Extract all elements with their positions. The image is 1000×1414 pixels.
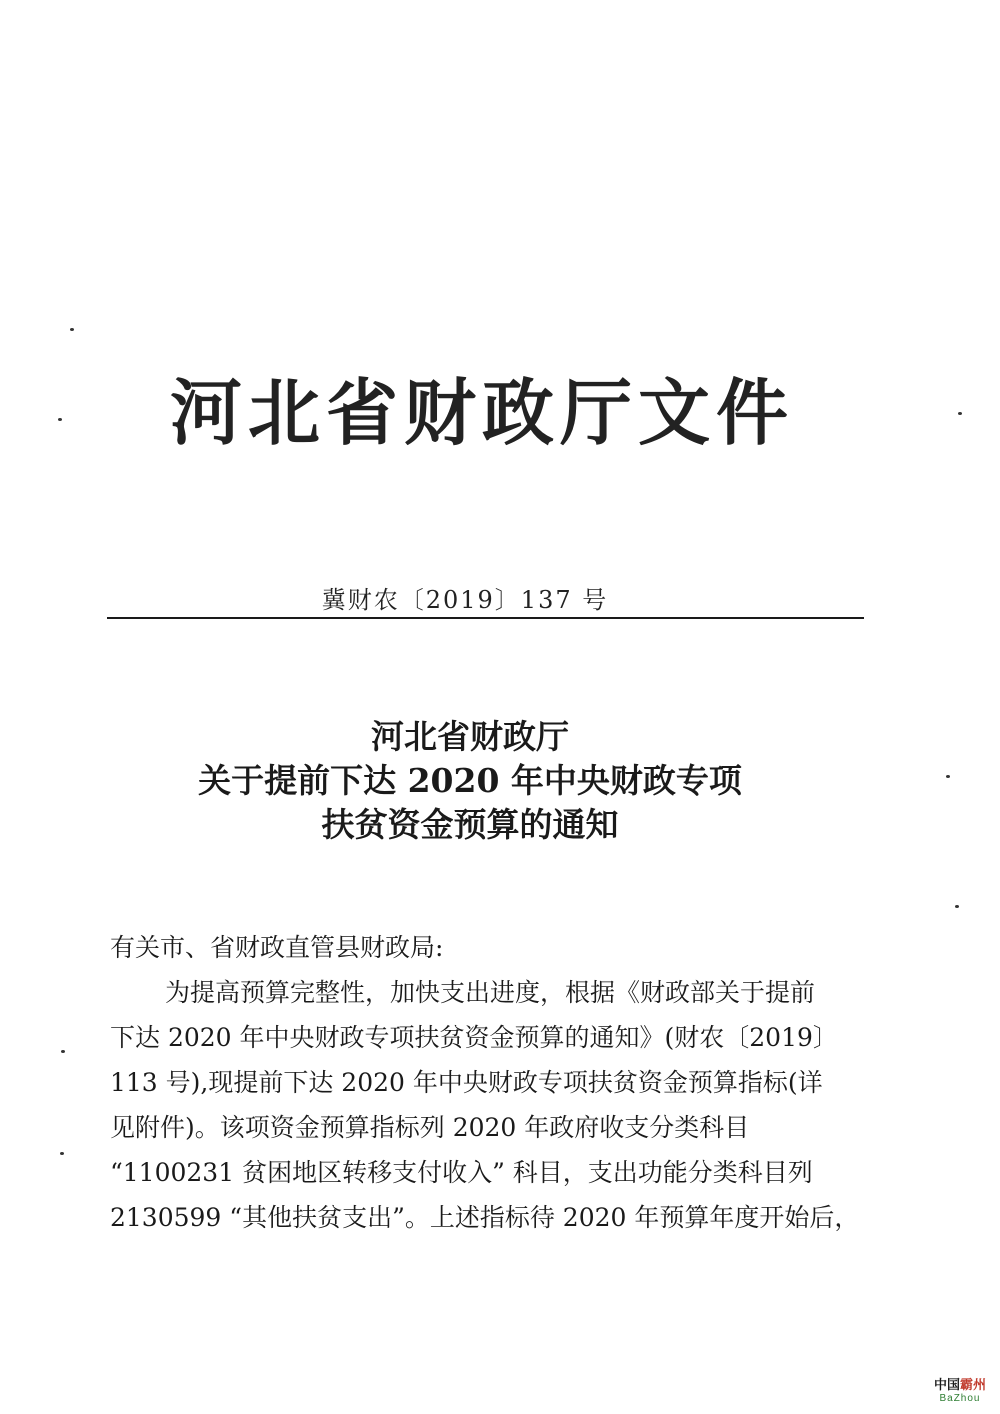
- scan-speck: [946, 775, 950, 778]
- watermark-logo: [934, 1374, 986, 1393]
- notice-body: [110, 925, 860, 1240]
- paragraph-line: 113 号),现提前下达 2020 年中央财政专项扶贫资金预算指标(详: [110, 1068, 823, 1097]
- notice-title-line: 关于提前下达 2020 年中央财政专项: [198, 761, 742, 800]
- watermark-sub: BaZhou: [939, 1393, 981, 1404]
- document-header-title: 河北省财政厅文件: [170, 370, 795, 455]
- paragraph-line: 见附件)。该项资金预算指标列 2020 年政府收支分类科目: [110, 1113, 750, 1142]
- watermark-prefix: 中国: [933, 1377, 960, 1392]
- site-watermark: [934, 1374, 986, 1404]
- paragraph-line: 为提高预算完整性，加快支出进度，根据《财政部关于提前: [165, 978, 816, 1007]
- scan-speck: [58, 418, 62, 421]
- addressee: 有关市、省财政直管县财政局:: [110, 933, 444, 962]
- scan-speck: [958, 412, 962, 415]
- scan-speck: [61, 1050, 65, 1053]
- paragraph-line: 下达 2020 年中央财政专项扶贫资金预算的通知》(财农〔2019〕: [110, 1023, 838, 1052]
- document-number: 冀财农〔2019〕137 号: [321, 586, 609, 614]
- paragraph-line: “1100231 贫困地区转移支付收入” 科目，支出功能分类科目列: [110, 1158, 813, 1187]
- notice-title-line: 河北省财政厅: [371, 717, 569, 756]
- notice-title-line: 扶贫资金预算的通知: [321, 805, 619, 844]
- scan-speck: [60, 1152, 64, 1155]
- scan-speck: [70, 328, 74, 331]
- paragraph-line: 2130599 “其他扶贫支出”。上述指标待 2020 年预算年度开始后，: [110, 1203, 860, 1232]
- header-divider: [107, 617, 864, 619]
- watermark-accent: 霸州: [959, 1377, 986, 1392]
- scan-speck: [955, 905, 959, 908]
- notice-title: [0, 715, 940, 847]
